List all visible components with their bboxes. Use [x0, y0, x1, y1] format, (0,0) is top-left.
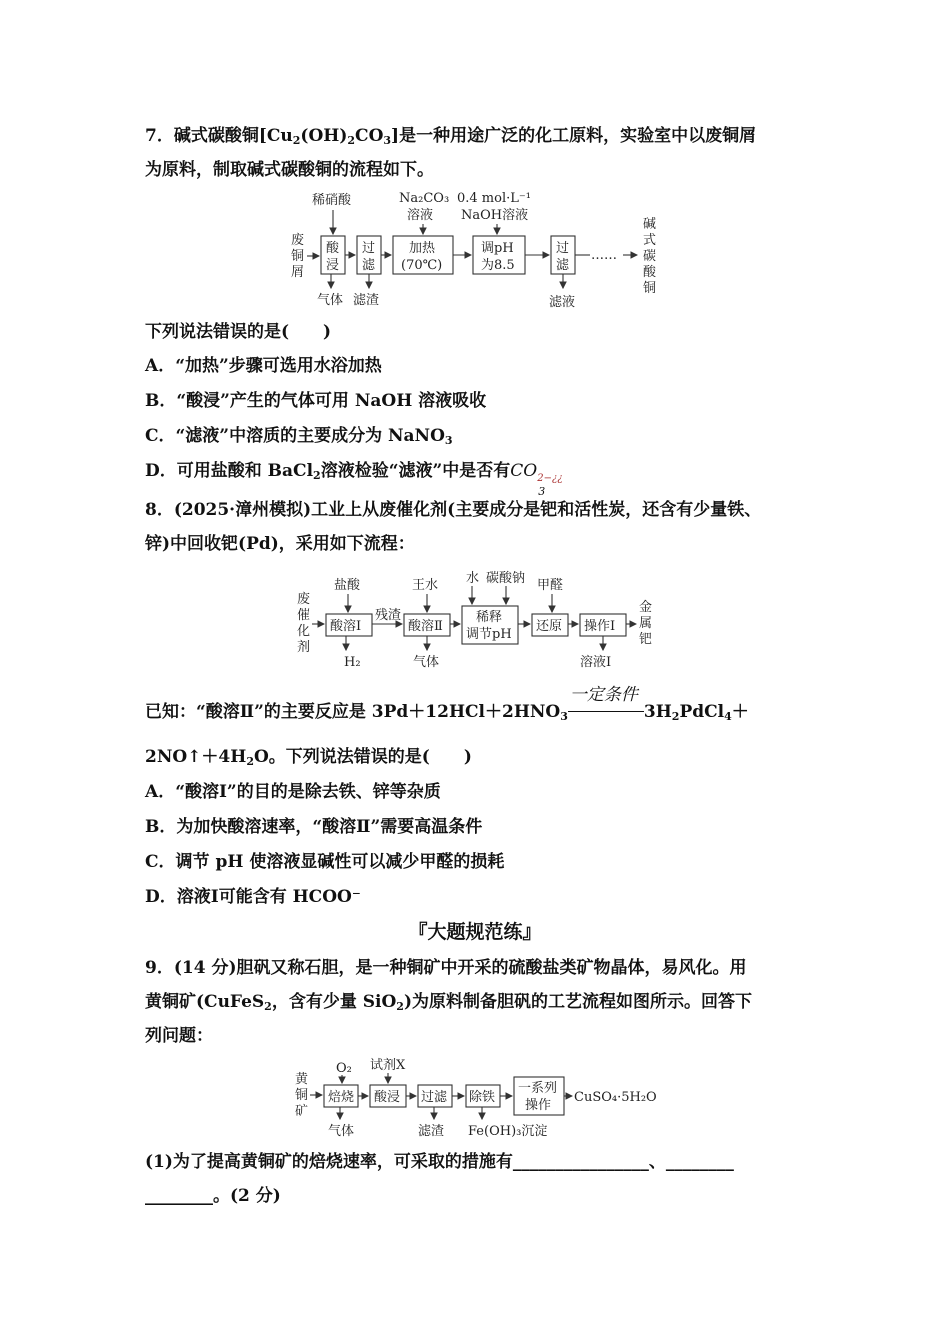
q8-line3: $2NO↑+4H_2O$。下列说法错误的是( ) — [145, 747, 472, 768]
q7-step1-c1: 酸 — [326, 241, 340, 256]
q9-input-c2: 铜 — [295, 1088, 309, 1103]
q7-reagent3a: 0.4 mol·L⁻¹ — [457, 191, 531, 206]
q7-step3b: (70℃) — [401, 258, 443, 273]
q8-s3b: 调节pH — [466, 627, 512, 642]
q7-input-char3: 屑 — [291, 265, 305, 280]
q8-s3a: 稀释 — [476, 610, 503, 625]
q7-step4b: 为8.5 — [481, 258, 515, 273]
q8-known: 已知：“酸溶Ⅱ”的主要反应是 $3Pd+12HCl+2HNO_3$ 一定条件 $3H_2PdCl_4+$ — [145, 684, 749, 723]
q7-reagent1: 稀硝酸 — [312, 193, 352, 208]
q7-prod-c1: 碱 — [643, 217, 657, 232]
q9-line3: 列问题： — [145, 1026, 213, 1046]
q9-part1: (1)为了提高黄铜矿的焙烧速率，可采取的措施有________________、________ — [145, 1152, 734, 1172]
q8-r3: 水 — [466, 571, 480, 586]
q9-input-c3: 矿 — [295, 1104, 309, 1119]
q9-o1: 气体 — [328, 1124, 355, 1139]
q7-out2: 滤渣 — [353, 293, 380, 308]
q8-prod-c1: 金 — [639, 600, 653, 615]
q9-s5a: 一系列 — [518, 1081, 558, 1096]
q9-line1: 9．(14 分)胆矾又称石胆，是一种铜矿中开采的硫酸盐类矿物晶体，易风化。用 — [145, 958, 747, 978]
q9-line2: 黄铜矿(CuFeS$_2$，含有少量 SiO$_2$)为原料制备胆矾的工艺流程如图所示。回答下 — [145, 992, 752, 1013]
q9-flowchart — [290, 1055, 670, 1140]
q7-stem-line2: 为原料，制取碱式碳酸铜的流程如下。 — [145, 160, 434, 180]
q8-o3: 溶液Ⅰ — [580, 655, 612, 670]
q8-input-c3: 化 — [297, 624, 311, 639]
q7-flowchart — [285, 188, 675, 313]
q7-input-char2: 铜 — [291, 249, 305, 264]
q9-s4: 除铁 — [469, 1090, 496, 1105]
q8-option-c[interactable]: C．调节 pH 使溶液显碱性可以减少甲醛的损耗 — [145, 852, 505, 872]
q8-prod-c3: 钯 — [639, 632, 653, 647]
q7-prod-c5: 铜 — [643, 281, 657, 296]
q7-ask: 下列说法错误的是( ) — [145, 322, 332, 342]
q8-s4: 还原 — [536, 619, 563, 634]
q8-option-b[interactable]: B．为加快酸溶速率，“酸溶Ⅱ”需要高温条件 — [145, 817, 483, 837]
q9-part1-end: ________。(2 分) — [145, 1186, 281, 1206]
q7-option-b[interactable]: B．“酸浸”产生的气体可用 NaOH 溶液吸收 — [145, 391, 487, 411]
q7-step1-c2: 浸 — [326, 258, 340, 273]
q7-input-char1: 废 — [291, 233, 305, 248]
q8-s5: 操作Ⅰ — [584, 619, 616, 634]
q9-s3: 过滤 — [421, 1090, 448, 1105]
q9-r2: 试剂X — [370, 1058, 406, 1073]
q8-mid: 残渣 — [375, 608, 402, 623]
q7-dots: …… — [591, 248, 617, 263]
q8-input-c4: 剂 — [297, 640, 311, 655]
q8-option-a[interactable]: A．“酸溶Ⅰ”的目的是除去铁、锌等杂质 — [145, 782, 441, 802]
q7-reagent3b: NaOH溶液 — [461, 208, 529, 223]
q8-stem-line1: 8．(2025·漳州模拟)工业上从废催化剂(主要成分是钯和活性炭，还含有少量铁、 — [145, 500, 762, 520]
q9-r1: O₂ — [336, 1061, 352, 1076]
q8-prod-c2: 属 — [639, 616, 653, 631]
q8-flowchart — [290, 566, 670, 676]
q9-s5b: 操作 — [525, 1098, 552, 1113]
q9-s1: 焙烧 — [328, 1090, 355, 1105]
q7-step5-c1: 过 — [556, 241, 570, 256]
q7-reagent2a: Na₂CO₃ — [399, 191, 450, 206]
q8-stem-line2: 锌)中回收钯(Pd)，采用如下流程： — [145, 534, 415, 554]
q8-s2: 酸溶Ⅱ — [408, 619, 443, 634]
q7-step2-c1: 过 — [362, 241, 376, 256]
q9-input-c1: 黄 — [295, 1072, 309, 1087]
q8-o2: 气体 — [413, 655, 440, 670]
q7-out3: 滤液 — [549, 295, 576, 310]
q9-o3: Fe(OH)₃沉淀 — [468, 1124, 548, 1139]
q8-r2: 王水 — [412, 578, 439, 593]
q7-step2-c2: 滤 — [362, 258, 376, 273]
q9-s2: 酸浸 — [374, 1090, 401, 1105]
q8-input-c2: 催 — [297, 608, 311, 623]
q8-r1: 盐酸 — [334, 578, 361, 593]
q7-stem-line1: 7．碱式碳酸铜$[Cu_2(OH)_2CO_3]$是一种用途广泛的化工原料，实验室中以废铜屑 — [145, 126, 757, 147]
q7-reagent2b: 溶液 — [407, 208, 434, 223]
q7-prod-c3: 碳 — [643, 249, 657, 264]
q7-step4a: 调pH — [481, 241, 514, 256]
q9-o2: 滤渣 — [418, 1124, 445, 1139]
q7-prod-c2: 式 — [643, 233, 657, 248]
q8-r4: 碳酸钠 — [486, 571, 526, 586]
q7-step5-c2: 滤 — [556, 258, 570, 273]
q8-o1: H₂ — [344, 655, 361, 670]
q8-r5: 甲醛 — [537, 578, 564, 593]
q9-product: CuSO₄·5H₂O — [574, 1090, 657, 1105]
q8-option-d[interactable]: D．溶液Ⅰ可能含有 HCOO⁻ — [145, 887, 361, 907]
q7-step3a: 加热 — [409, 241, 436, 256]
q7-option-c[interactable]: C．“滤液”中溶质的主要成分为 NaNO$_3$ — [145, 426, 453, 447]
q7-out1: 气体 — [317, 293, 344, 308]
q8-s1: 酸溶Ⅰ — [330, 619, 362, 634]
section-heading: 『大题规范练』 — [408, 921, 542, 943]
q7-option-d[interactable]: D．可用盐酸和 BaCl$_2$溶液检验“滤液”中是否有CO 2−¿¿ 3 — [145, 461, 563, 498]
q7-prod-c4: 酸 — [643, 265, 657, 280]
q8-input-c1: 废 — [297, 592, 311, 607]
q7-option-a[interactable]: A．“加热”步骤可选用水浴加热 — [145, 356, 382, 376]
